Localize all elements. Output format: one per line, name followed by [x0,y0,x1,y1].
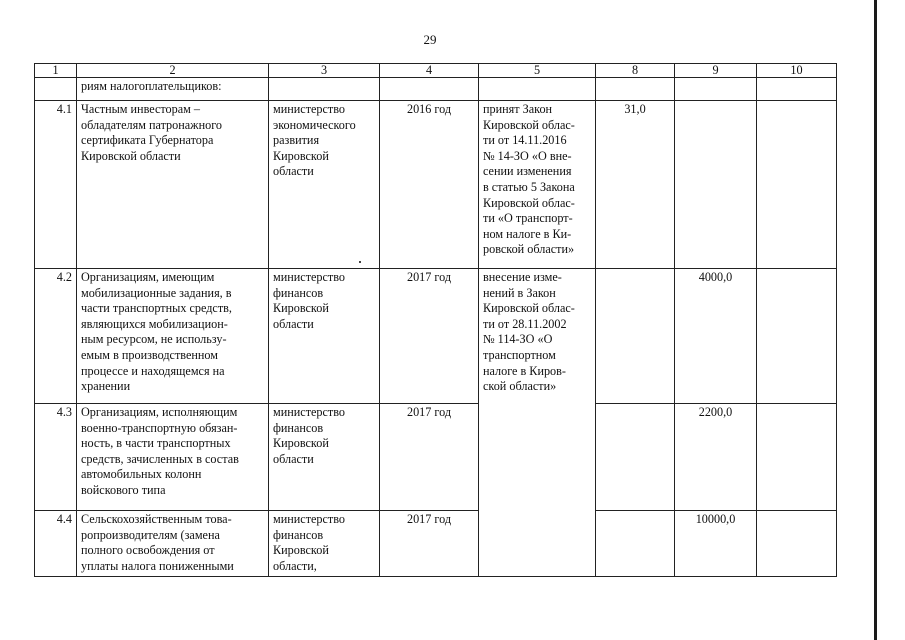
col10-value [757,101,837,269]
continuation-row [35,78,837,101]
legal-basis-cell: внесение изме- нений в Закон Кировской облас- ти от 28.11.2002 № 114-ЗО «О транспортном налоге в Киров- ской области» [479,269,596,577]
table-cell [675,78,757,101]
year-cell: 2016 год [380,101,479,269]
col10-value [757,511,837,577]
header-cell: 2 [77,64,269,78]
row-number: 4.4 [35,511,77,577]
ministry-cell: министерство экономического развития Кировской области [269,101,380,269]
col10-value [757,404,837,511]
ministry-cell: министерство финансов Кировской области [269,404,380,511]
col9-value: 4000,0 [675,269,757,404]
benefits-table [34,63,837,577]
table-row [35,511,837,577]
continuation-text: риям налогоплательщиков: [77,78,269,101]
col10-value [757,269,837,404]
recipient-cell: Организациям, исполняющим военно-транспортную обязан- ность, в части транспортных средств, зачисленных в состав автомобильных колонн войскового типа [77,404,269,511]
ministry-cell: министерство финансов Кировской области [269,269,380,404]
page-number: 29 [423,32,437,47]
col9-value: 10000,0 [675,511,757,577]
col9-value: 2200,0 [675,404,757,511]
ministry-cell: министерство финансов Кировской области, [269,511,380,577]
header-cell: 10 [757,64,837,78]
year-cell: 2017 год [380,269,479,404]
table-cell [35,78,77,101]
row-number: 4.2 [35,269,77,404]
table-cell [380,78,479,101]
recipient-cell: Организациям, имеющим мобилизационные задания, в части транспортных средств, являющихся мобилизацион- ным ресурсом, не использу- емым в производственном процессе и находящемся на хранении [77,269,269,404]
col9-value [675,101,757,269]
header-cell: 4 [380,64,479,78]
header-cell: 5 [479,64,596,78]
scan-speck [359,261,361,263]
table-cell [757,78,837,101]
col8-value: 31,0 [596,101,675,269]
table-cell [596,78,675,101]
row-number: 4.1 [35,101,77,269]
table-cell [269,78,380,101]
recipient-cell: Сельскохозяйственным това- ропроизводителям (замена полного освобождения от уплаты налога пониженными [77,511,269,577]
header-row [35,64,837,78]
col8-value [596,511,675,577]
year-cell: 2017 год [380,511,479,577]
header-cell: 8 [596,64,675,78]
header-cell: 3 [269,64,380,78]
col8-value [596,404,675,511]
header-cell: 1 [35,64,77,78]
year-cell: 2017 год [380,404,479,511]
recipient-cell: Частным инвесторам – обладателям патронажного сертификата Губернатора Кировской области [77,101,269,269]
table-row [35,101,837,269]
table-row [35,269,837,404]
table-cell [479,78,596,101]
scan-edge-bar [874,0,877,640]
table-row [35,404,837,511]
legal-basis-cell: принят Закон Кировской облас- ти от 14.11.2016 № 14-ЗО «О вне- сении изменения в статью 5 Закона Кировской облас- ти «О транспорт- ном налоге в Ки- ровской области» [479,101,596,269]
header-cell: 9 [675,64,757,78]
col8-value [596,269,675,404]
row-number: 4.3 [35,404,77,511]
